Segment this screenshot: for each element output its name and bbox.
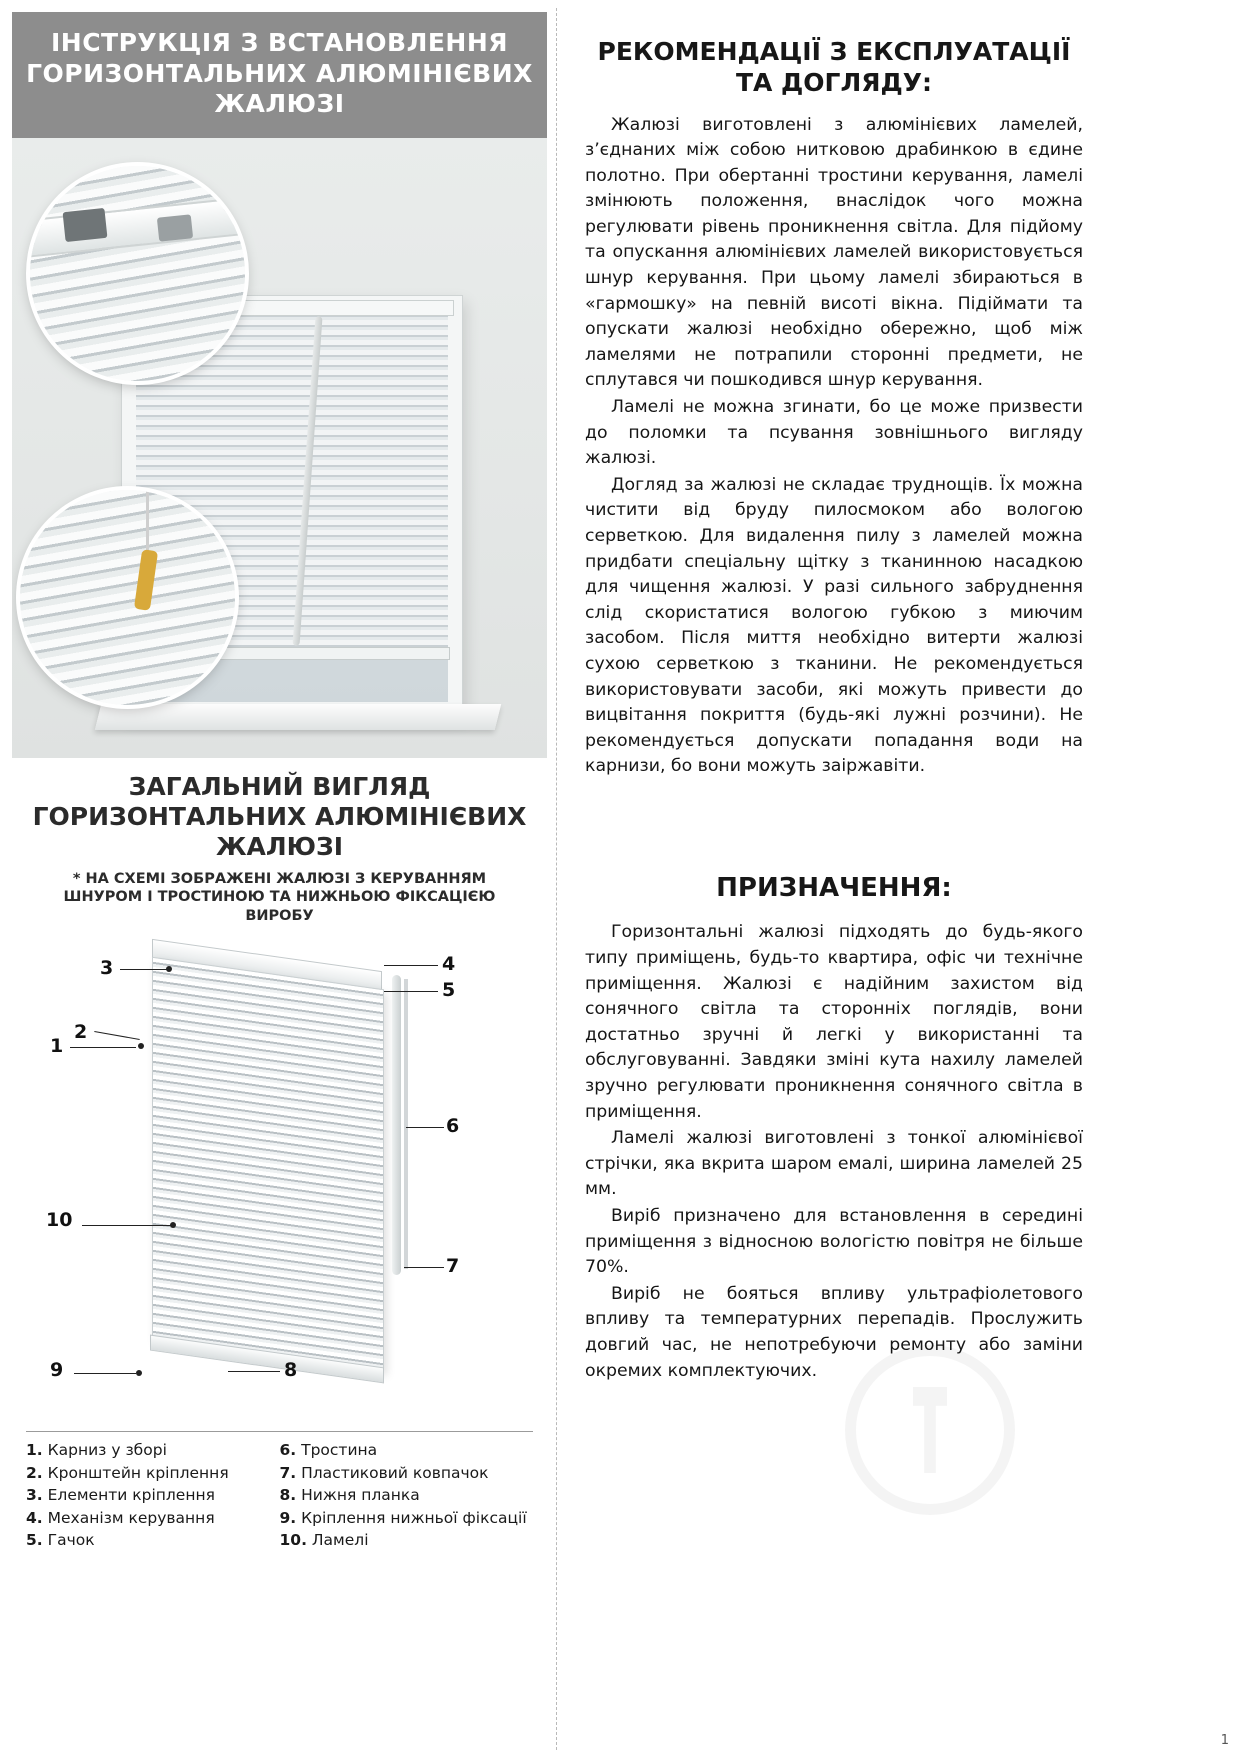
legend-number: 8. xyxy=(279,1486,297,1505)
callout-1: 1 xyxy=(50,1035,64,1058)
legend-label: Гачок xyxy=(47,1531,95,1550)
legend-label: Пластиковий ковпачок xyxy=(301,1463,489,1482)
list-item xyxy=(26,1507,280,1529)
left-column xyxy=(12,12,547,1551)
legend-number: 10. xyxy=(279,1531,307,1550)
detail-zoom-top-bracket xyxy=(30,166,245,381)
callout-9: 9 xyxy=(50,1359,64,1382)
legend-column-left xyxy=(26,1439,280,1551)
legend-number: 6. xyxy=(279,1441,297,1460)
legend-label: Тростина xyxy=(301,1441,378,1460)
legend-column-right xyxy=(280,1439,534,1551)
leader-line xyxy=(94,1031,139,1040)
list-item xyxy=(26,1484,280,1506)
leader-line xyxy=(120,969,168,970)
legend-number: 1. xyxy=(26,1441,43,1460)
leader-dot xyxy=(136,1370,142,1376)
blind-diagram xyxy=(12,935,547,1425)
page-number: 1 xyxy=(1220,1733,1229,1748)
callout-8: 8 xyxy=(284,1359,298,1382)
legend-number: 4. xyxy=(26,1508,43,1527)
legend-label: Механізм керування xyxy=(47,1508,215,1527)
diagram-wand xyxy=(392,975,401,1275)
paragraph: Ламелі жалюзі виготовлені з тонкої алюмінієвої стрічки, яка вкрита шаром емалі, ширина ламелей 25 мм. xyxy=(585,1128,1083,1200)
leader-dot xyxy=(138,1043,144,1049)
paragraph: Виріб призначено для встановлення в середині приміщення з відносною вологістю повітря не більше 70%. xyxy=(585,1205,1083,1278)
leader-line xyxy=(404,1267,444,1268)
leader-line xyxy=(74,1373,136,1374)
paragraph: Жалюзі виготовлені з алюмінієвих ламелей, з’єднаних між собою нитковою драбинкою в єдине полотно. При обертанні тростини керування, ламелі змінюють положення, внаслідок чого можна регулювати рівень проникнення світла. Для підйому та опускання алюмінієвих ламелей використовується шнур керування. При цьому ламелі збираються в «гармошку» на певній висоті вікна. Підіймати та опускати жалюзі необхідно обережно, щоб між ламелями не потрапили сторонні предмети, не сплутався чи пошкодився шнур керування. xyxy=(585,114,1083,391)
list-item xyxy=(26,1439,280,1461)
column-divider xyxy=(556,8,557,1750)
right-column xyxy=(585,36,1083,1385)
leader-line xyxy=(384,965,438,966)
page-title: ІНСТРУКЦІЯ З ВСТАНОВЛЕННЯ ГОРИЗОНТАЛЬНИХ АЛЮМІНІЄВИХ ЖАЛЮЗІ xyxy=(12,12,547,138)
detail-slats xyxy=(20,490,235,705)
leader-line xyxy=(70,1047,136,1048)
paragraph: Ламелі не можна згинати, бо це може призвести до поломки та псування зовнішнього вигляду жалюзі. xyxy=(585,397,1083,469)
callout-10: 10 xyxy=(46,1209,73,1232)
legend-label: Нижня планка xyxy=(301,1486,420,1505)
diagram-legend xyxy=(26,1431,533,1551)
legend-label: Карниз у зборі xyxy=(47,1441,167,1460)
section-title-care: РЕКОМЕНДАЦІЇ З ЕКСПЛУАТАЦІЇ ТА ДОГЛЯДУ: xyxy=(597,37,1071,98)
legend-label: Елементи кріплення xyxy=(47,1486,215,1505)
detail-bracket xyxy=(63,207,108,241)
leader-line xyxy=(406,1127,444,1128)
list-item xyxy=(280,1462,534,1484)
leader-line xyxy=(82,1225,172,1226)
legend-label: Кронштейн кріплення xyxy=(47,1463,229,1482)
legend-number: 3. xyxy=(26,1486,43,1505)
leader-line xyxy=(384,991,438,992)
detail-bracket-secondary xyxy=(157,214,193,241)
list-item xyxy=(280,1507,534,1529)
legend-number: 2. xyxy=(26,1463,43,1482)
window-sill xyxy=(95,704,501,730)
legend-number: 5. xyxy=(26,1531,43,1550)
diagram-cord xyxy=(404,979,408,1269)
legend-label: Ламелі xyxy=(311,1531,369,1550)
leader-line xyxy=(228,1371,280,1372)
paragraph: Догляд за жалюзі не складає труднощів. Їх можна чистити від бруду пилосмоком або вологою серветкою. Для видалення пилу з ламелей можна придбати спеціальну щітку з тканинною насадкою для чищення жалюзі. У разі сильного забруднення слід скористатися вологою губкою з миючим засобом. Після миття необхідно витерти жалюзі сухою серветкою з тканини. Не рекомендується використовувати засоби, які можуть привести до вицвітання покриття (будь-які лужні розчини). Не рекомендується допускати попадання води на карнизи, бо вони можуть заіржавіти. xyxy=(585,474,1083,777)
legend-number: 7. xyxy=(279,1463,297,1482)
section-title-purpose: ПРИЗНАЧЕННЯ: xyxy=(716,872,952,903)
purpose-text xyxy=(585,920,1083,1384)
list-item xyxy=(280,1529,534,1551)
diagram-slats xyxy=(152,957,384,1372)
detail-zoom-bottom-hook xyxy=(20,490,235,705)
paragraph: Горизонтальні жалюзі підходять до будь-якого типу приміщень, будь-то квартира, офіс чи технічне приміщення. Жалюзі є надійним захистом від сонячного світла та сторонніх поглядів, вони достатньо зручні й легкі у використанні та обслуговуванні. Завдяки зміні кута нахилу ламелей зручно регулювати проникнення сонячного світла в приміщення. xyxy=(585,922,1083,1122)
legend-number: 9. xyxy=(279,1508,297,1527)
care-text xyxy=(585,113,1083,780)
list-item xyxy=(26,1529,280,1551)
legend-label: Кріплення нижньої фіксації xyxy=(301,1508,527,1527)
detail-slats xyxy=(30,166,245,381)
list-item xyxy=(280,1439,534,1461)
callout-4: 4 xyxy=(442,953,456,976)
section-note-overview: * НА СХЕМІ ЗОБРАЖЕНІ ЖАЛЮЗІ З КЕРУВАННЯМ ШНУРОМ І ТРОСТИНОЮ ТА НИЖНЬОЮ ФІКСАЦІЄЮ ВИРОБУ xyxy=(63,870,496,924)
list-item xyxy=(26,1462,280,1484)
list-item xyxy=(280,1484,534,1506)
callout-7: 7 xyxy=(446,1255,460,1278)
callout-2: 2 xyxy=(74,1021,88,1044)
installation-photo xyxy=(12,138,547,758)
section-title-overview: ЗАГАЛЬНИЙ ВИГЛЯД ГОРИЗОНТАЛЬНИХ АЛЮМІНІЄВИХ ЖАЛЮЗІ xyxy=(32,771,527,861)
callout-5: 5 xyxy=(442,979,456,1002)
callout-3: 3 xyxy=(100,957,114,980)
callout-6: 6 xyxy=(446,1115,460,1138)
paragraph: Виріб не бояться впливу ультрафіолетового впливу та температурних перепадів. Прослужить довгий час, не непотребуючи ремонту або заміни окремих комплектуючих. xyxy=(585,1283,1083,1381)
